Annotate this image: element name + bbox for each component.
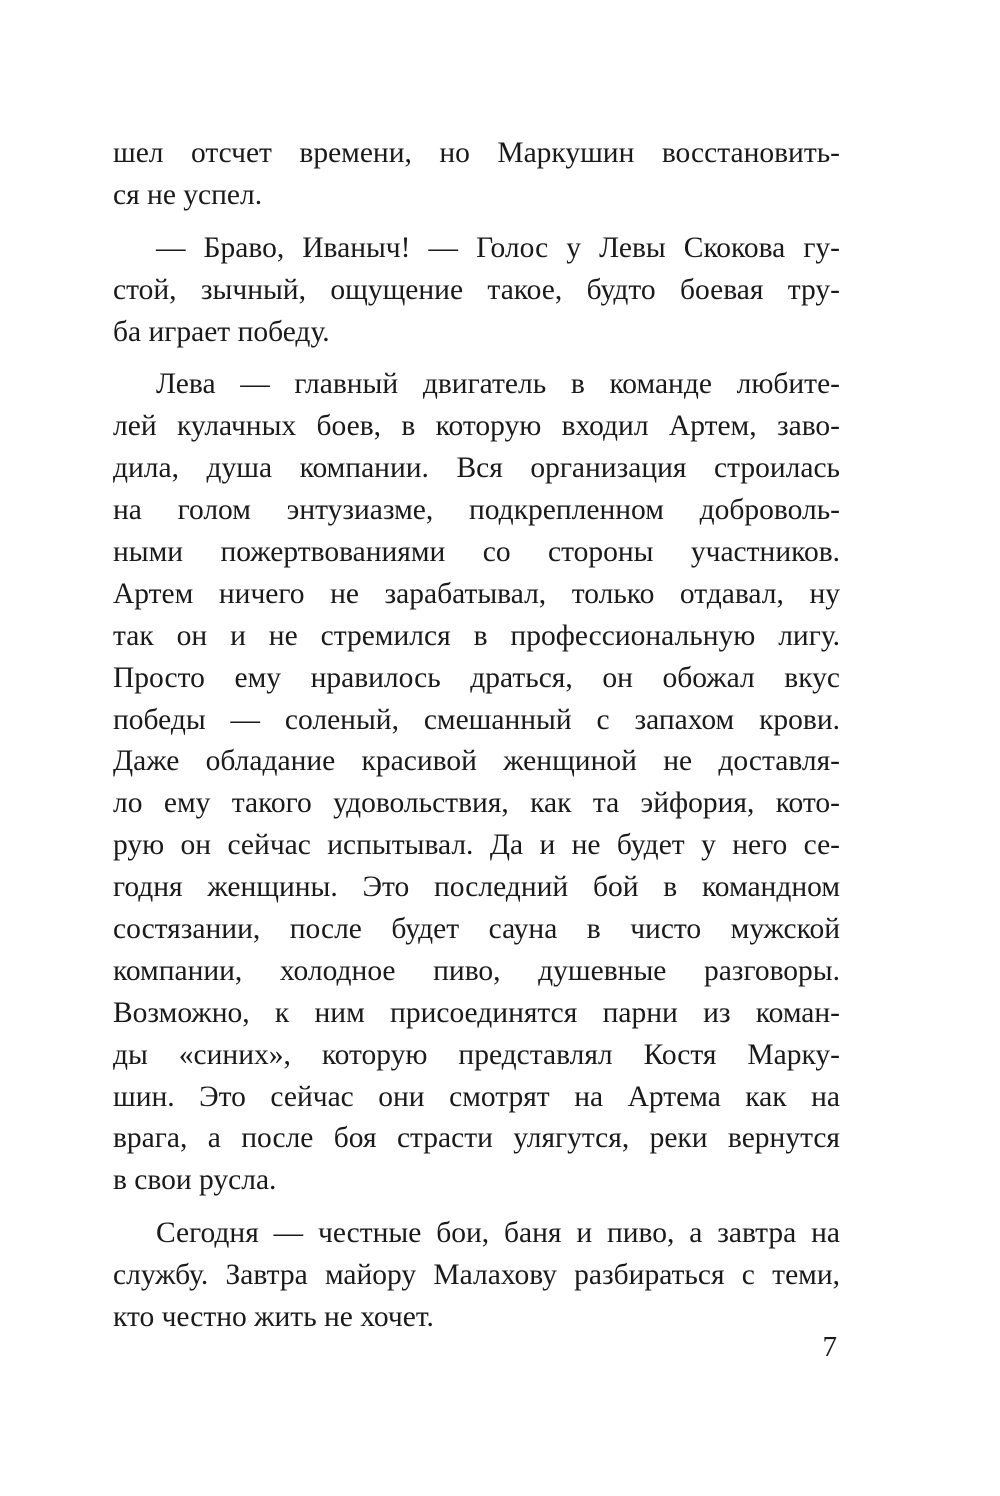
text-line: ло ему такого удовольствия, как та эйфория, кото- xyxy=(113,787,840,820)
page-number: 7 xyxy=(822,1331,837,1363)
text-line: Артем ничего не зарабатывал, только отдавал, ну xyxy=(113,577,840,610)
text-line: победы — соленый, смешанный с запахом крови. xyxy=(113,703,840,736)
text-line: Даже обладание красивой женщиной не доставля- xyxy=(113,745,840,778)
paragraph xyxy=(113,228,840,354)
paragraph xyxy=(113,133,840,217)
text-line: ными пожертвованиями со стороны участников. xyxy=(113,536,840,569)
text-line: состязании, после будет сауна в чисто мужской xyxy=(113,913,840,946)
text-line: Возможно, к ним присоединятся парни из коман- xyxy=(113,996,840,1029)
text-line: дила, душа компании. Вся организация строилась xyxy=(113,452,840,485)
text-line: компании, холодное пиво, душевные разговоры. xyxy=(113,954,840,987)
text-line: годня женщины. Это последний бой в командном xyxy=(113,871,840,904)
text-line: рую он сейчас испытывал. Да и не будет у него се- xyxy=(113,829,840,862)
text-line: ся не успел. xyxy=(113,178,263,211)
text-line: ба играет победу. xyxy=(113,315,330,348)
text-line: ды «синих», которую представлял Костя Марку- xyxy=(113,1038,840,1071)
text-line: Сегодня — честные бои, баня и пиво, а завтра на xyxy=(156,1217,840,1250)
text-line: Лева — главный двигатель в команде любите- xyxy=(156,368,840,401)
text-line: шел отсчет времени, но Маркушин восстановить- xyxy=(113,137,840,169)
body-text xyxy=(113,133,840,1339)
text-line: стой, зычный, ощущение такое, будто боевая тру- xyxy=(113,273,840,306)
text-line: на голом энтузиазме, подкрепленном доброволь- xyxy=(113,494,840,527)
text-line: — Браво, Иваныч! — Голос у Левы Скокова гу- xyxy=(156,231,840,264)
text-line: службу. Завтра майору Малахову разбираться с теми, xyxy=(113,1259,840,1292)
text-line: шин. Это сейчас они смотрят на Артема как на xyxy=(113,1080,840,1113)
text-line: врага, а после боя страсти улягутся, реки вернутся xyxy=(113,1122,840,1155)
text-line: кто честно жить не хочет. xyxy=(113,1301,434,1334)
text-line: в свои русла. xyxy=(113,1164,277,1197)
text-line: так он и не стремился в профессиональную лигу. xyxy=(113,619,840,652)
text-line: лей кулачных боев, в которую входил Артем, заво- xyxy=(113,410,840,443)
text-line: Просто ему нравилось драться, он обожал вкус xyxy=(113,661,840,694)
paragraph xyxy=(113,364,840,1202)
paragraph xyxy=(113,1213,840,1339)
